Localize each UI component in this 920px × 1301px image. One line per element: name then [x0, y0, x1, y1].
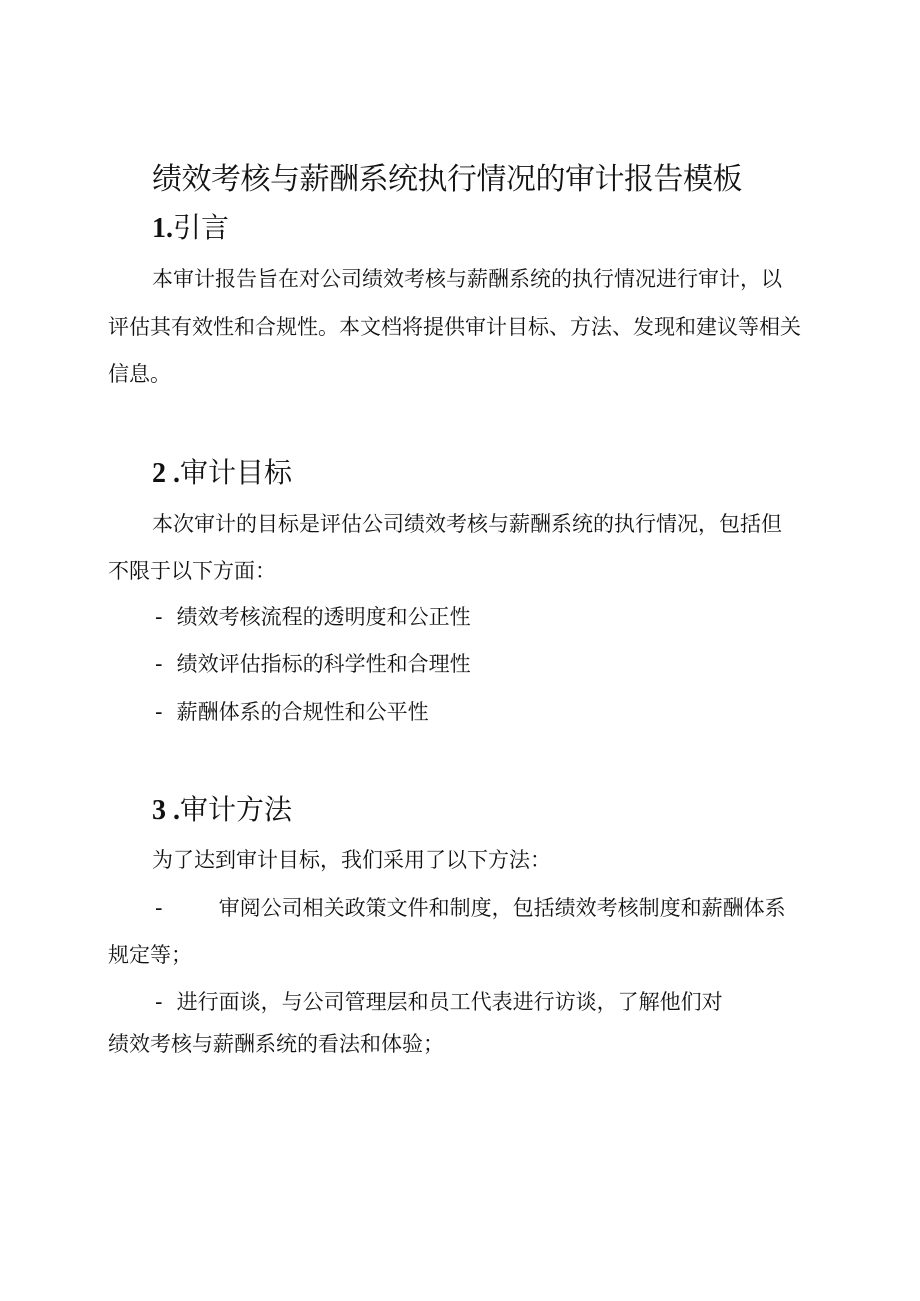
list-item [155, 985, 723, 1020]
section-heading-objectives [152, 454, 292, 493]
section-heading-intro [152, 209, 229, 248]
list-item [155, 647, 471, 682]
paragraph-line: 信息。 [108, 362, 171, 386]
list-item-text: 进行面谈，与公司管理层和员工代表进行访谈，了解他们对 [176, 990, 723, 1014]
list-dash: - [155, 896, 163, 920]
list-item-text: 薪酬体系的合规性和公平性 [176, 700, 429, 724]
section-number: 1. [152, 213, 173, 244]
list-item-text: 绩效评估指标的科学性和合理性 [176, 652, 471, 676]
list-item [155, 695, 429, 730]
paragraph-line: 不限于以下方面： [108, 559, 276, 583]
section-heading-methods [152, 791, 292, 830]
paragraph-line: 本次审计的目标是评估公司绩效考核与薪酬系统的执行情况，包括但 [152, 512, 782, 536]
list-item [155, 891, 786, 926]
list-dash: - [155, 605, 163, 629]
list-item-text: 审阅公司相关政策文件和制度，包括绩效考核制度和薪酬体系 [218, 896, 786, 920]
paragraph-line: 为了达到审计目标，我们采用了以下方法： [152, 848, 551, 872]
list-dash: - [155, 700, 163, 724]
list-item [155, 600, 471, 635]
section-number: 2 . [152, 458, 180, 489]
section-heading-text: 审计方法 [180, 793, 293, 826]
list-item-continuation: 绩效考核与薪酬系统的看法和体验； [108, 1032, 444, 1056]
section-number: 3 . [152, 795, 180, 826]
paragraph-line: 本审计报告旨在对公司绩效考核与薪酬系统的执行情况进行审计，以 [152, 267, 782, 291]
list-item-continuation: 规定等； [108, 943, 192, 967]
paragraph-line: 评估其有效性和合规性。本文档将提供审计目标、方法、发现和建议等相关 [108, 315, 801, 339]
list-dash: - [155, 990, 163, 1014]
document-title: 绩效考核与薪酬系统执行情况的审计报告模板 [152, 162, 742, 197]
list-dash: - [155, 652, 163, 676]
section-heading-text: 审计目标 [180, 456, 293, 489]
list-item-text: 绩效考核流程的透明度和公正性 [176, 605, 471, 629]
section-heading-text: 引言 [173, 211, 230, 244]
